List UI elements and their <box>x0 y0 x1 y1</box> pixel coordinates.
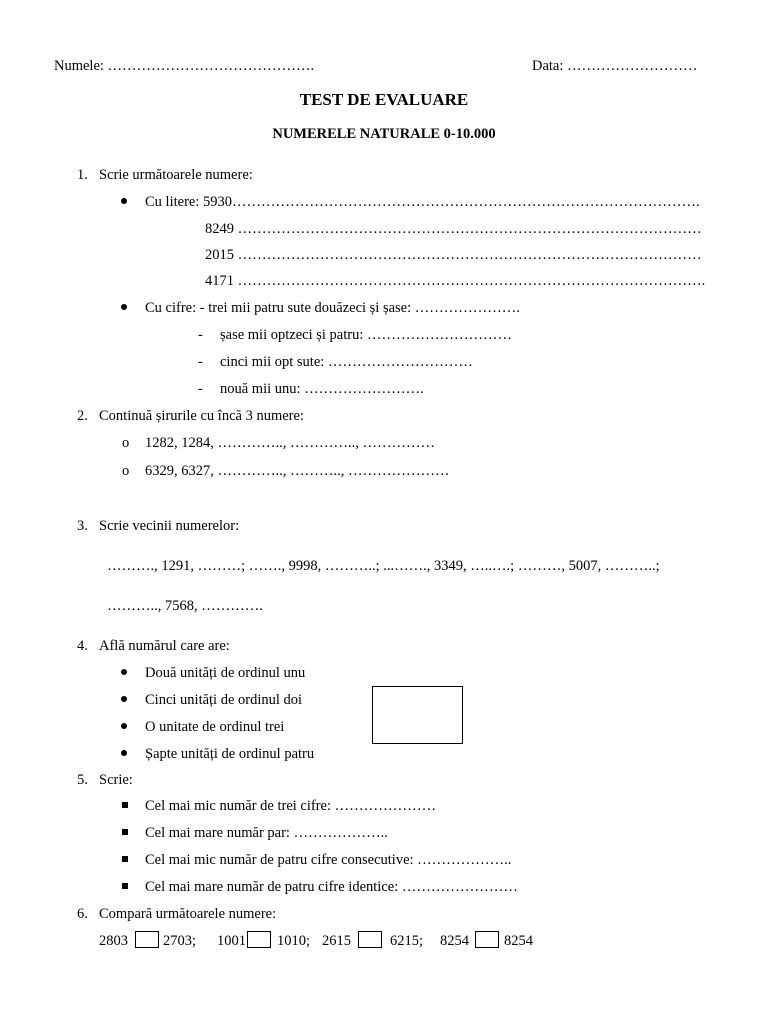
q5-item: Cel mai mic număr de trei cifre: ………………… <box>145 798 437 814</box>
compare-left-number: 8254 <box>440 933 469 949</box>
bullet-icon <box>121 669 127 675</box>
question-number: 3. <box>77 518 88 534</box>
q2-sequence: 1282, 1284, ………….., ………….., …………… <box>145 435 435 451</box>
question-6-text: Compară următoarele numere: <box>99 906 277 922</box>
q3-neighbors-line: ………., 1291, ………; ……., 9998, ………..; ...……., 3349, …..….; ………, 5007, ………..; <box>107 558 660 574</box>
compare-box[interactable] <box>358 931 382 948</box>
q4-item: Cinci unități de ordinul doi <box>145 692 303 708</box>
circle-marker: o <box>122 435 130 451</box>
circle-marker: o <box>122 463 130 479</box>
q1-litere-line: 8249 …………………………………………………………………………………… <box>205 221 702 237</box>
question-1-text: Scrie următoarele numere: <box>99 167 253 183</box>
q5-item: Cel mai mare număr par: ……………….. <box>145 825 388 841</box>
compare-left-number: 2803 <box>99 933 128 949</box>
q4-answer-box[interactable] <box>372 686 463 744</box>
square-bullet-icon <box>122 883 128 889</box>
question-4-text: Află numărul care are: <box>99 638 230 654</box>
compare-right-number: 2703; <box>163 933 197 949</box>
q1-litere-line: 4171 ……………………………………………………………………………………. <box>205 273 706 289</box>
question-number: 1. <box>77 167 88 183</box>
q4-item: Șapte unități de ordinul patru <box>145 746 315 762</box>
bullet-icon <box>121 304 127 310</box>
compare-box[interactable] <box>247 931 271 948</box>
q1-cifre-line: Cu cifre: - trei mii patru sute douăzeci și șase: …………………. <box>145 300 520 316</box>
dash-marker: - <box>198 381 203 397</box>
q1-cifre-item: cinci mii opt sute: ………………………… <box>220 354 473 370</box>
q5-item: Cel mai mare număr de patru cifre identice: …………………… <box>145 879 518 895</box>
page-subtitle: NUMERELE NATURALE 0-10.000 <box>272 126 496 142</box>
dash-marker: - <box>198 354 203 370</box>
q1-cifre-item: șase mii optzeci și patru: ………………………… <box>220 327 512 343</box>
compare-box[interactable] <box>475 931 499 948</box>
page-title: TEST DE EVALUARE <box>299 90 469 109</box>
dash-marker: - <box>198 327 203 343</box>
square-bullet-icon <box>122 802 128 808</box>
bullet-icon <box>121 723 127 729</box>
compare-left-number: 1001 <box>217 933 246 949</box>
bullet-icon <box>121 696 127 702</box>
question-3-text: Scrie vecinii numerelor: <box>99 518 240 534</box>
compare-right-number: 8254 <box>504 933 533 949</box>
q3-neighbors-line: ……….., 7568, …………. <box>107 598 263 614</box>
square-bullet-icon <box>122 856 128 862</box>
question-number: 6. <box>77 906 88 922</box>
bullet-icon <box>121 750 127 756</box>
compare-right-number: 1010; <box>277 933 311 949</box>
question-number: 4. <box>77 638 88 654</box>
compare-left-number: 2615 <box>322 933 351 949</box>
compare-right-number: 6215; <box>390 933 424 949</box>
q4-item: O unitate de ordinul trei <box>145 719 285 735</box>
question-5-text: Scrie: <box>99 772 133 788</box>
name-field-label: Numele: ……………………………………. <box>54 58 315 74</box>
q5-item: Cel mai mic număr de patru cifre consecutive: ……………….. <box>145 852 512 868</box>
square-bullet-icon <box>122 829 128 835</box>
compare-box[interactable] <box>135 931 159 948</box>
question-number: 5. <box>77 772 88 788</box>
q1-litere-line: 2015 …………………………………………………………………………………… <box>205 247 702 263</box>
q2-sequence: 6329, 6327, ………….., ……….., ………………… <box>145 463 450 479</box>
q4-item: Două unități de ordinul unu <box>145 665 306 681</box>
q1-litere-line: Cu litere: 5930……………………………………………………………………………………. <box>145 194 700 210</box>
date-field-label: Data: ……………………… <box>532 58 698 74</box>
bullet-icon <box>121 198 127 204</box>
question-2-text: Continuă șirurile cu încă 3 numere: <box>99 408 304 424</box>
question-number: 2. <box>77 408 88 424</box>
q1-cifre-item: nouă mii unu: ……………………. <box>220 381 424 397</box>
